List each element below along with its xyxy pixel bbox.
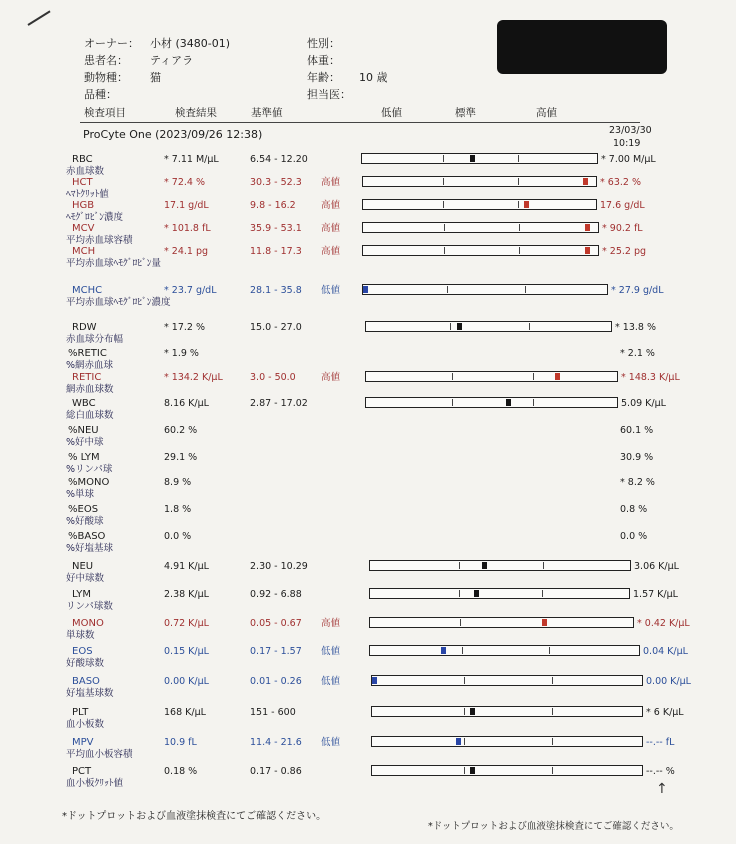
range-divider: [452, 399, 453, 406]
result-marker: [482, 562, 487, 569]
test-name-jp: %単球: [66, 489, 95, 500]
result-value: 2.38 K/µL: [164, 589, 209, 600]
reference-range: 9.8 - 16.2: [250, 200, 296, 211]
previous-value: * 7.00 M/µL: [601, 154, 656, 165]
result-value: 17.1 g/dL: [164, 200, 209, 211]
previous-value: * 90.2 fL: [602, 223, 643, 234]
test-name-jp: %網赤血球: [66, 360, 114, 371]
reference-range: 2.30 - 10.29: [250, 561, 308, 572]
range-bar: [371, 675, 643, 686]
test-name-jp: ﾍﾓｸﾞﾛﾋﾞﾝ濃度: [66, 212, 124, 223]
flag-label: 高値: [321, 246, 341, 257]
range-divider: [464, 677, 465, 684]
test-name: BASO: [72, 676, 100, 687]
patient-name-value: ティアラ: [150, 54, 194, 67]
col-item: 検査項目: [84, 107, 126, 119]
reference-range: 11.8 - 17.3: [250, 246, 302, 257]
flag-label: 低値: [321, 285, 341, 296]
reference-range: 151 - 600: [250, 707, 296, 718]
patient-name-label: 患者名：: [84, 54, 128, 67]
range-divider: [529, 323, 530, 330]
range-divider: [464, 708, 465, 715]
range-bar: [369, 560, 631, 571]
result-value: 60.2 %: [164, 425, 198, 436]
result-marker: [506, 399, 511, 406]
range-bar: [362, 176, 597, 187]
test-name-jp: 平均赤血球ﾍﾓｸﾞﾛﾋﾞﾝ量: [66, 258, 162, 269]
range-bar: [371, 736, 643, 747]
arrow-icon: ↑: [656, 781, 668, 797]
range-bar: [369, 588, 630, 599]
previous-value: 5.09 K/µL: [621, 398, 666, 409]
result-marker: [456, 738, 461, 745]
previous-value: * 63.2 %: [600, 177, 641, 188]
species-label: 動物種：: [84, 71, 128, 84]
footer-note-right: *ドットプロットおよび血液塗抹検査にてご確認ください。: [428, 821, 679, 832]
previous-value: --.-- %: [646, 766, 675, 777]
test-name: %NEU: [68, 425, 99, 436]
test-title: ProCyte One (2023/09/26 12:38): [83, 128, 263, 141]
previous-value: 30.9 %: [620, 452, 654, 463]
result-value: * 134.2 K/µL: [164, 372, 223, 383]
range-bar: [371, 765, 643, 776]
reference-range: 15.0 - 27.0: [250, 322, 302, 333]
range-divider: [462, 647, 463, 654]
col-low: 低値: [381, 107, 402, 119]
test-name: WBC: [72, 398, 96, 409]
col-high: 高値: [536, 107, 557, 119]
result-marker: [457, 323, 462, 330]
reference-range: 0.17 - 1.57: [250, 646, 302, 657]
test-name: %RETIC: [68, 348, 107, 359]
result-marker: [372, 677, 377, 684]
previous-value: * 27.9 g/dL: [611, 285, 664, 296]
header-rule: [80, 122, 640, 123]
previous-value: * 13.8 %: [615, 322, 656, 333]
test-name: RBC: [72, 154, 93, 165]
previous-value: 0.04 K/µL: [643, 646, 688, 657]
range-divider: [447, 286, 448, 293]
test-name-jp: 単球数: [66, 630, 95, 641]
test-name-jp: %リンパ球: [66, 464, 113, 475]
flag-label: 高値: [321, 223, 341, 234]
result-marker: [585, 247, 590, 254]
result-value: 0.18 %: [164, 766, 198, 777]
previous-value: * 148.3 K/µL: [621, 372, 680, 383]
result-value: 0.0 %: [164, 531, 192, 542]
range-divider: [459, 562, 460, 569]
test-name: MCHC: [72, 285, 103, 296]
test-name: MCH: [72, 246, 96, 257]
test-name: %MONO: [68, 477, 110, 488]
range-divider: [459, 590, 460, 597]
result-value: 8.16 K/µL: [164, 398, 209, 409]
previous-value: 60.1 %: [620, 425, 654, 436]
test-name-jp: 血小板数: [66, 719, 105, 730]
range-divider: [444, 247, 445, 254]
range-divider: [443, 178, 444, 185]
range-bar: [365, 321, 612, 332]
result-marker: [542, 619, 547, 626]
previous-value: * 6 K/µL: [646, 707, 684, 718]
test-name: MCV: [72, 223, 95, 234]
range-divider: [464, 767, 465, 774]
previous-value: --.-- fL: [646, 737, 675, 748]
flag-label: 高値: [321, 177, 341, 188]
previous-value: * 25.2 pg: [602, 246, 647, 257]
range-divider: [460, 619, 461, 626]
test-name-jp: %好中球: [66, 437, 104, 448]
test-name-jp: %好酸球: [66, 516, 104, 527]
previous-value: 0.00 K/µL: [646, 676, 691, 687]
range-divider: [464, 738, 465, 745]
range-divider: [552, 677, 553, 684]
previous-value: 1.57 K/µL: [633, 589, 678, 600]
test-name: NEU: [72, 561, 94, 572]
result-value: 10.9 fL: [164, 737, 197, 748]
range-divider: [443, 155, 444, 162]
reference-range: 30.3 - 52.3: [250, 177, 302, 188]
test-name-jp: %好塩基球: [66, 543, 114, 554]
breed-label: 品種：: [84, 88, 117, 101]
test-name: EOS: [72, 646, 93, 657]
range-bar: [362, 199, 597, 210]
col-normal: 標準: [455, 107, 476, 119]
range-divider: [443, 201, 444, 208]
flag-label: 低値: [321, 737, 341, 748]
range-divider: [450, 323, 451, 330]
range-divider: [533, 373, 534, 380]
test-name: HGB: [72, 200, 95, 211]
test-name-jp: 網赤血球数: [66, 384, 114, 395]
test-name-jp: 平均赤血球ﾍﾓｸﾞﾛﾋﾞﾝ濃度: [66, 297, 171, 308]
range-divider: [542, 590, 543, 597]
result-marker: [470, 767, 475, 774]
range-divider: [543, 562, 544, 569]
previous-value: 17.6 g/dL: [600, 200, 645, 211]
test-name: MPV: [72, 737, 94, 748]
test-name-jp: ﾍﾏﾄｸﾘｯﾄ値: [66, 189, 109, 200]
reference-range: 0.17 - 0.86: [250, 766, 302, 777]
test-name-jp: 平均血小板容積: [66, 749, 133, 760]
reference-range: 3.0 - 50.0: [250, 372, 296, 383]
footer-note-left: *ドットプロットおよび血液塗抹検査にてご確認ください。: [62, 811, 327, 822]
flag-label: 高値: [321, 618, 341, 629]
result-value: 0.00 K/µL: [164, 676, 209, 687]
range-bar: [365, 371, 618, 382]
range-divider: [519, 224, 520, 231]
previous-value: 3.06 K/µL: [634, 561, 679, 572]
result-value: 0.15 K/µL: [164, 646, 209, 657]
prev-date: 23/03/30: [609, 125, 652, 136]
test-name: RETIC: [72, 372, 102, 383]
previous-value: * 0.42 K/µL: [637, 618, 690, 629]
test-name: % LYM: [68, 452, 100, 463]
result-value: 168 K/µL: [164, 707, 206, 718]
result-marker: [555, 373, 560, 380]
range-bar: [369, 617, 634, 628]
reference-range: 6.54 - 12.20: [250, 154, 308, 165]
previous-value: * 2.1 %: [620, 348, 655, 359]
test-name: %BASO: [68, 531, 106, 542]
test-name-jp: 平均赤血球容積: [66, 235, 133, 246]
range-bar: [369, 645, 640, 656]
test-name-jp: リンパ球数: [66, 601, 113, 612]
result-value: 8.9 %: [164, 477, 192, 488]
previous-value: * 8.2 %: [620, 477, 655, 488]
range-bar: [362, 245, 599, 256]
range-divider: [518, 155, 519, 162]
reference-range: 0.05 - 0.67: [250, 618, 302, 629]
result-value: * 17.2 %: [164, 322, 205, 333]
col-result: 検査結果: [175, 107, 217, 119]
range-bar: [365, 397, 618, 408]
flag-label: 高値: [321, 372, 341, 383]
test-name: PLT: [72, 707, 89, 718]
result-value: 1.8 %: [164, 504, 192, 515]
test-name-jp: 血小板ｸﾘｯﾄ値: [66, 778, 124, 789]
test-name-jp: 好酸球数: [66, 658, 105, 669]
flag-label: 低値: [321, 676, 341, 687]
result-marker: [470, 155, 475, 162]
test-name: LYM: [72, 589, 91, 600]
range-bar: [361, 153, 598, 164]
test-name-jp: 総白血球数: [66, 410, 114, 421]
test-name-jp: 好中球数: [66, 573, 105, 584]
range-divider: [533, 399, 534, 406]
result-marker: [524, 201, 529, 208]
result-marker: [585, 224, 590, 231]
age-value: 10 歳: [359, 71, 388, 84]
result-value: * 24.1 pg: [164, 246, 209, 257]
test-name: RDW: [72, 322, 97, 333]
reference-range: 0.92 - 6.88: [250, 589, 302, 600]
test-name-jp: 赤血球分布幅: [66, 334, 124, 345]
sex-label: 性別：: [307, 37, 340, 50]
result-value: * 23.7 g/dL: [164, 285, 217, 296]
range-divider: [549, 647, 550, 654]
reference-range: 0.01 - 0.26: [250, 676, 302, 687]
result-marker: [363, 286, 368, 293]
test-name: HCT: [72, 177, 93, 188]
range-divider: [518, 178, 519, 185]
test-name-jp: 好塩基球数: [66, 688, 114, 699]
pen-mark: [27, 10, 50, 25]
test-name-jp: 赤血球数: [66, 166, 105, 177]
result-value: * 1.9 %: [164, 348, 199, 359]
range-divider: [552, 708, 553, 715]
age-label: 年齢：: [307, 71, 340, 84]
previous-value: 0.8 %: [620, 504, 648, 515]
range-divider: [552, 738, 553, 745]
range-divider: [519, 247, 520, 254]
reference-range: 11.4 - 21.6: [250, 737, 302, 748]
test-name: MONO: [72, 618, 104, 629]
result-value: 29.1 %: [164, 452, 198, 463]
owner-label: オーナー：: [84, 37, 139, 50]
test-name: %EOS: [68, 504, 99, 515]
result-value: 4.91 K/µL: [164, 561, 209, 572]
range-divider: [525, 286, 526, 293]
result-value: * 101.8 fL: [164, 223, 211, 234]
reference-range: 28.1 - 35.8: [250, 285, 302, 296]
result-marker: [470, 708, 475, 715]
flag-label: 低値: [321, 646, 341, 657]
result-value: 0.72 K/µL: [164, 618, 209, 629]
reference-range: 2.87 - 17.02: [250, 398, 308, 409]
range-bar: [362, 284, 608, 295]
range-divider: [518, 201, 519, 208]
range-bar: [362, 222, 599, 233]
previous-value: 0.0 %: [620, 531, 648, 542]
range-bar: [371, 706, 643, 717]
reference-range: 35.9 - 53.1: [250, 223, 302, 234]
result-value: * 7.11 M/µL: [164, 154, 219, 165]
result-marker: [441, 647, 446, 654]
range-divider: [444, 224, 445, 231]
vet-label: 担当医：: [307, 88, 351, 101]
weight-label: 体重：: [307, 54, 340, 67]
result-marker: [583, 178, 588, 185]
prev-time: 10:19: [613, 138, 641, 149]
col-reference: 基準値: [251, 107, 283, 119]
result-value: * 72.4 %: [164, 177, 205, 188]
owner-value: 小材 (3480-01): [150, 37, 231, 50]
species-value: 猫: [150, 71, 161, 84]
range-divider: [452, 373, 453, 380]
result-marker: [474, 590, 479, 597]
range-divider: [552, 767, 553, 774]
test-name: PCT: [72, 766, 92, 777]
flag-label: 高値: [321, 200, 341, 211]
redaction-block: [497, 20, 667, 74]
